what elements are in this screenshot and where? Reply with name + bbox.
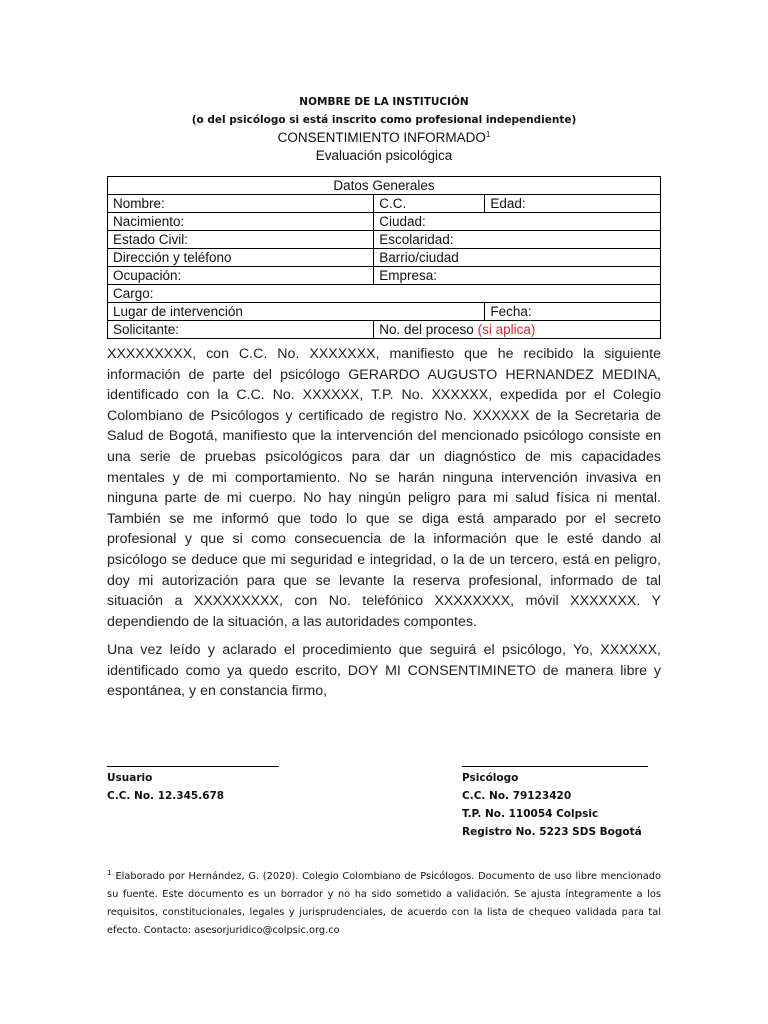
table-heading: Datos Generales [108,177,661,195]
document-header [0,93,768,165]
field-cc: C.C. [374,195,485,213]
table-row [108,285,661,303]
signature-block-user [107,760,307,805]
institution-name: NOMBRE DE LA INSTITUCIÓN [299,96,469,108]
footnote-reference: 1 [485,130,491,139]
table-row [108,321,661,339]
footnote-text: Elaborado por Hernández, G. (2020). Colegio Colombiano de Psicólogos. Documento de uso libre mencionado su fuente. Este documento es un borrador y no ha sido sometido a validación. Se ajusta íntegramente a los requisitos, constitucionales, legales y jurisprudenciales, de acuerdo con la lista de chequeo validada para tal efecto. Contacto: asesorjuridico@colpsic.org.co [107,871,661,936]
field-lugar: Lugar de intervención [108,303,485,321]
footnote-mark: 1 [107,869,112,877]
field-nombre: Nombre: [108,195,374,213]
field-direccion: Dirección y teléfono [108,249,374,267]
table-row [108,231,661,249]
signature-registro-psychologist: Registro No. 5223 SDS Bogotá [462,826,642,838]
table-row [108,213,661,231]
institution-note: (o del psicólogo si está inscrito como profesional independiente) [191,114,577,126]
signature-line [107,760,279,767]
field-cargo: Cargo: [108,285,661,303]
field-escolaridad: Escolaridad: [374,231,661,249]
document-title-text: CONSENTIMIENTO INFORMADO [277,130,486,145]
field-proceso [374,321,661,339]
field-fecha: Fecha: [485,303,661,321]
field-solicitante: Solicitante: [108,321,374,339]
table-row [108,303,661,321]
field-proceso-note: (si aplica) [477,322,536,337]
field-ciudad: Ciudad: [374,213,661,231]
general-data-table [107,176,661,339]
consent-paragraph-1: XXXXXXXXX, con C.C. No. XXXXXXX, manifiesto que he recibido la siguiente información de parte del psicólogo GERARDO AUGUSTO HERNANDEZ MEDINA, identificado con la C.C. No. XXXXXX, T.P. No. XXXXXX, expedida por el Colegio Colombiano de Psicólogos y certificado de registro No. XXXXXX de la Secretaria de Salud de Bogotá, manifiesto que la intervención del mencionado psicólogo consiste en una serie de pruebas psicológicos para dar un diagnóstico de mis capacidades mentales y de mi comportamiento. No se harán ninguna intervención invasiva en ninguna parte de mi cuerpo. No hay ningún peligro para mi salud física ni mental. También se me informó que todo lo que se diga está amparado por el secreto profesional y que si como consecuencia de la información que le esté dando al psicólogo se deduce que mi seguridad e integridad, o la de un tercero, está en peligro, doy mi autorización para que se levante la reserva profesional, informado de tal situación a XXXXXXXXX, con No. telefónico XXXXXXXX, móvil XXXXXXX. Y dependiendo de la situación, a las autoridades compontes. [107,346,661,630]
table-row [108,267,661,285]
signature-tp-psychologist: T.P. No. 110054 Colpsic [462,808,599,820]
signature-id-user: C.C. No. 12.345.678 [107,790,225,802]
field-empresa: Empresa: [374,267,661,285]
field-estado-civil: Estado Civil: [108,231,374,249]
table-row [108,249,661,267]
field-edad: Edad: [485,195,661,213]
field-barrio: Barrio/ciudad [374,249,661,267]
consent-paragraph-2: Una vez leído y aclarado el procedimiento que seguirá el psicólogo, Yo, XXXXXX, identificado como ya quedo escrito, DOY MI CONSENTIMINETO de manera libre y espontánea, y en constancia firmo, [107,642,661,700]
signature-id-psychologist: C.C. No. 79123420 [462,790,572,802]
signature-block-psychologist [462,760,682,841]
signature-role-user: Usuario [107,772,153,784]
signature-line [462,760,648,767]
table-row [108,195,661,213]
footnote [107,868,661,940]
field-proceso-label: No. del proceso [379,322,474,337]
field-ocupacion: Ocupación: [108,267,374,285]
document-title [0,129,768,147]
signature-role-psychologist: Psicólogo [462,772,519,784]
field-nacimiento: Nacimiento: [108,213,374,231]
document-subtitle: Evaluación psicológica [315,148,453,163]
table-row [108,177,661,195]
